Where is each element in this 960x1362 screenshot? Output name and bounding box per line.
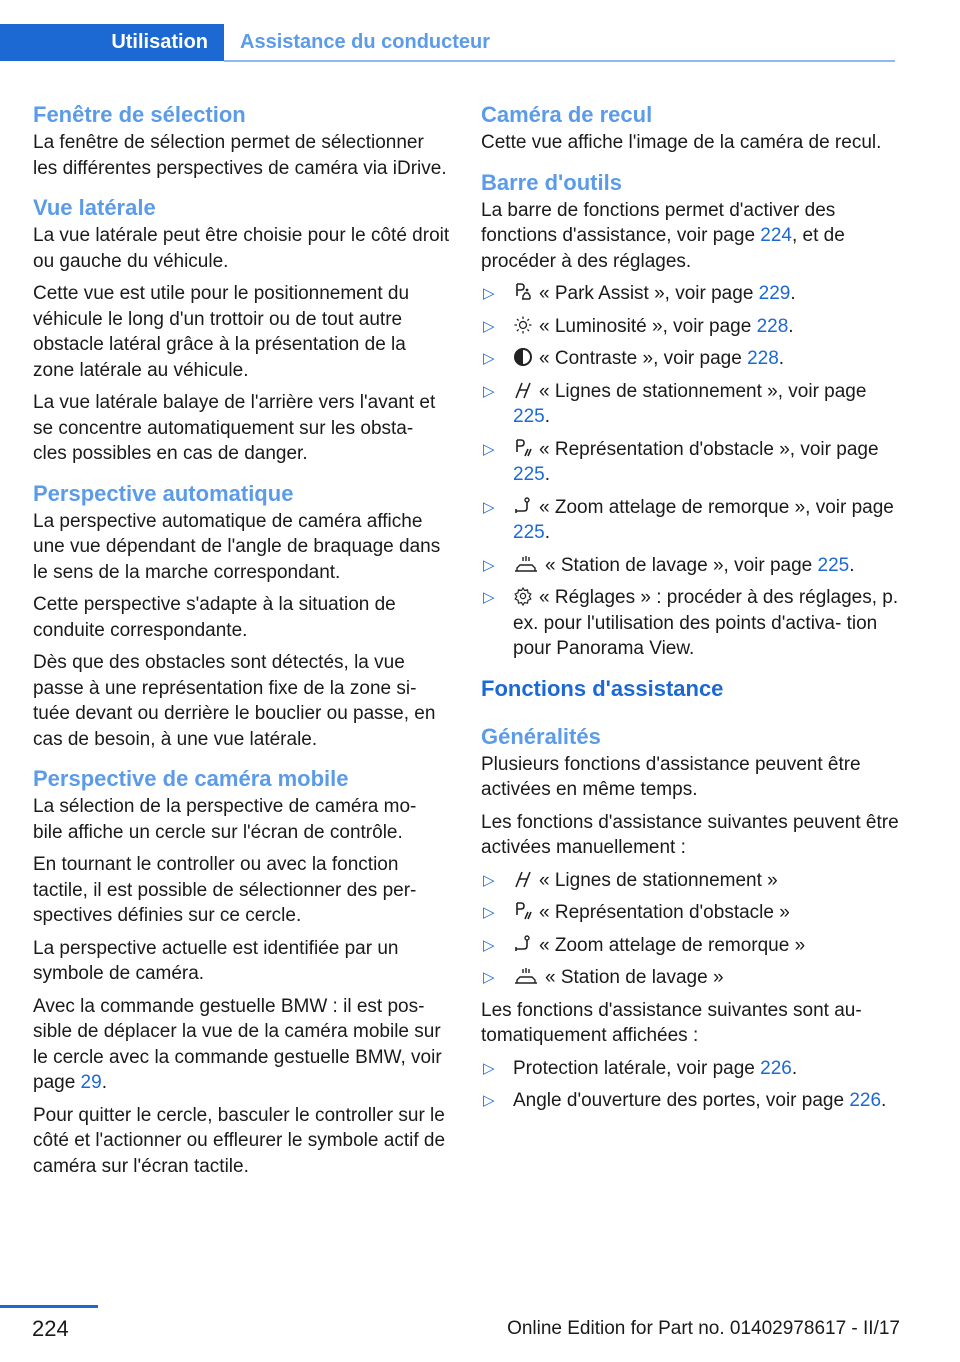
page-link[interactable]: 228	[747, 348, 779, 369]
section-title: Perspective de caméra mobile	[33, 766, 349, 791]
page-link[interactable]: 225	[513, 522, 545, 543]
paragraph: Avec la commande gestuelle BMW : il est pos‐ sible de déplacer la vue de la caméra mobile sur le cercle avec la commande gestuelle BMW, voir page 29.	[33, 995, 442, 1093]
bullet-icon: ▷	[483, 589, 495, 606]
section-assist-functions	[481, 674, 901, 704]
section-automatic-perspective	[33, 479, 451, 753]
page-link[interactable]: 229	[758, 283, 791, 304]
page-link[interactable]: 226	[760, 1057, 792, 1079]
list-item: ▷ « Lignes de stationnement »	[481, 868, 901, 894]
paragraph: La vue latérale peut être choisie pour le côté droit ou gauche du véhicule.	[33, 225, 450, 272]
paragraph: Les fonctions d'assistance suivantes peuvent être activées manuellement :	[481, 811, 899, 858]
trailer-hitch-icon	[513, 934, 533, 954]
paragraph: La sélection de la perspective de caméra mo‐ bile affiche un cercle sur l'écran de contrôle.	[33, 796, 417, 843]
auto-function-list	[481, 1056, 901, 1114]
parking-lines-icon	[513, 380, 533, 400]
page-link[interactable]: 224	[760, 225, 792, 246]
trailer-hitch-icon	[513, 496, 533, 516]
bullet-icon: ▷	[483, 350, 495, 367]
paragraph: Cette perspective s'adapte à la situation de conduite correspondante.	[33, 594, 396, 641]
page-link[interactable]: 226	[849, 1090, 882, 1111]
section-tab: Assistance du conducteur	[240, 31, 491, 53]
page-header	[0, 0, 895, 62]
contrast-icon	[513, 347, 533, 367]
section-toolbar	[481, 168, 901, 662]
paragraph: La perspective actuelle est identifiée par un symbole de caméra.	[33, 937, 399, 984]
list-item: ▷ « Contraste », voir page 228.	[481, 346, 901, 372]
list-item: ▷ « Station de lavage »	[481, 965, 901, 991]
section-title: Perspective automatique	[33, 480, 294, 506]
page-number: 224	[32, 1316, 69, 1341]
section-title: Caméra de recul	[481, 102, 653, 127]
page-link[interactable]: 225	[513, 464, 545, 485]
section-side-view	[33, 193, 451, 467]
list-item: ▷ « Zoom attelage de remorque »	[481, 933, 901, 959]
list-item: ▷ Protection latérale, voir page 226.	[481, 1056, 901, 1082]
edition-note: Online Edition for Part no. 01402978617 - II/17	[507, 1318, 900, 1339]
toolbar-function-list	[481, 281, 901, 662]
chapter-title: Fonctions d'assistance	[481, 675, 724, 701]
section-selection-window	[33, 100, 451, 181]
bullet-icon: ▷	[483, 1092, 495, 1109]
paragraph: Les fonctions d'assistance suivantes sont au‐ tomatiquement affichées :	[481, 999, 862, 1046]
manual-function-list	[481, 868, 901, 991]
list-item: ▷ « Zoom attelage de remorque », voir page 225.	[483, 496, 894, 543]
paragraph: La fenêtre de sélection permet de sélectionner les différentes perspectives de caméra via iDrive.	[33, 132, 447, 179]
obstacle-icon	[513, 901, 533, 921]
bullet-icon: ▷	[483, 969, 495, 986]
park-assist-icon	[513, 282, 533, 302]
page-link[interactable]: 225	[513, 406, 545, 427]
page-link[interactable]: 228	[756, 315, 789, 337]
bullet-icon: ▷	[483, 440, 495, 458]
page-link[interactable]: 29	[80, 1072, 102, 1093]
paragraph: La perspective automatique de caméra affiche une vue dépendant de l'angle de braquage dans le sens de la marche correspondant.	[33, 510, 441, 583]
header-divider	[224, 60, 895, 62]
page-link[interactable]: 225	[817, 554, 850, 576]
section-rear-camera	[481, 100, 901, 156]
bullet-icon: ▷	[483, 498, 495, 516]
section-title: Vue latérale	[33, 195, 156, 220]
right-column	[481, 100, 901, 1126]
bullet-icon: ▷	[483, 285, 495, 302]
brightness-icon	[513, 315, 533, 335]
list-item: ▷ Angle d'ouverture des portes, voir page 226.	[481, 1088, 901, 1114]
parking-lines-icon	[513, 869, 533, 889]
paragraph: Pour quitter le cercle, basculer le controller sur le côté et l'actionner ou effleurer le symbole actif de caméra sur l'écran tactile.	[33, 1104, 446, 1177]
bullet-icon: ▷	[483, 1059, 495, 1077]
section-title: Barre d'outils	[481, 169, 622, 195]
paragraph: Dès que des obstacles sont détectés, la vue passe à une représentation fixe de la zone si‐ tuée devant ou derrière le bouclier ou passe, en cas de besoin, à une vue latérale.	[33, 652, 436, 750]
bullet-icon: ▷	[483, 904, 495, 921]
settings-gear-icon	[513, 586, 533, 606]
list-item: ▷ « Luminosité », voir page 228.	[481, 314, 901, 340]
paragraph: La barre de fonctions permet d'activer des fonctions d'assistance, voir page 224, et de procéder à des réglages.	[481, 199, 845, 272]
footer-divider	[0, 1305, 98, 1308]
list-item: ▷ « Représentation d'obstacle »	[481, 900, 901, 926]
car-wash-icon	[513, 554, 539, 574]
list-item: ▷ « Lignes de stationnement », voir page 225.	[483, 380, 867, 427]
section-mobile-camera	[33, 764, 451, 1179]
paragraph: Cette vue est utile pour le positionnement du véhicule le long d'un trottoir ou de tout autre obstacle latéral grâce à la présentation de la zone latérale au véhicule.	[33, 283, 410, 381]
bullet-icon: ▷	[483, 871, 495, 889]
obstacle-icon	[513, 438, 533, 458]
list-item: ▷ « Station de lavage », voir page 225.	[481, 553, 901, 579]
section-title: Fenêtre de sélection	[33, 102, 246, 127]
bullet-icon: ▷	[483, 382, 495, 400]
section-general	[481, 722, 901, 1114]
paragraph: Plusieurs fonctions d'assistance peuvent être activées en même temps.	[481, 753, 861, 800]
paragraph: En tournant le controller ou avec la fonction tactile, il est possible de sélectionner des per‐ spectives définies sur ce cercle.	[33, 854, 417, 926]
list-item: ▷ « Réglages » : procéder à des réglages, p. ex. pour l'utilisation des points d'activa‐ tion pour Panorama View.	[483, 587, 899, 659]
left-column	[33, 100, 451, 1191]
paragraph: Cette vue affiche l'image de la caméra de recul.	[481, 132, 882, 153]
car-wash-icon	[513, 966, 539, 986]
bullet-icon: ▷	[483, 317, 495, 335]
bullet-icon: ▷	[483, 556, 495, 574]
list-item: ▷ « Représentation d'obstacle », voir page 225.	[483, 438, 879, 485]
section-title: Généralités	[481, 723, 601, 749]
paragraph: La vue latérale balaye de l'arrière vers l'avant et se concentre automatiquement sur les obsta‐ cles possibles en cas de danger.	[33, 392, 436, 464]
bullet-icon: ▷	[483, 936, 495, 954]
list-item: ▷ « Park Assist », voir page 229.	[481, 281, 901, 307]
chapter-tab: Utilisation	[0, 24, 224, 61]
